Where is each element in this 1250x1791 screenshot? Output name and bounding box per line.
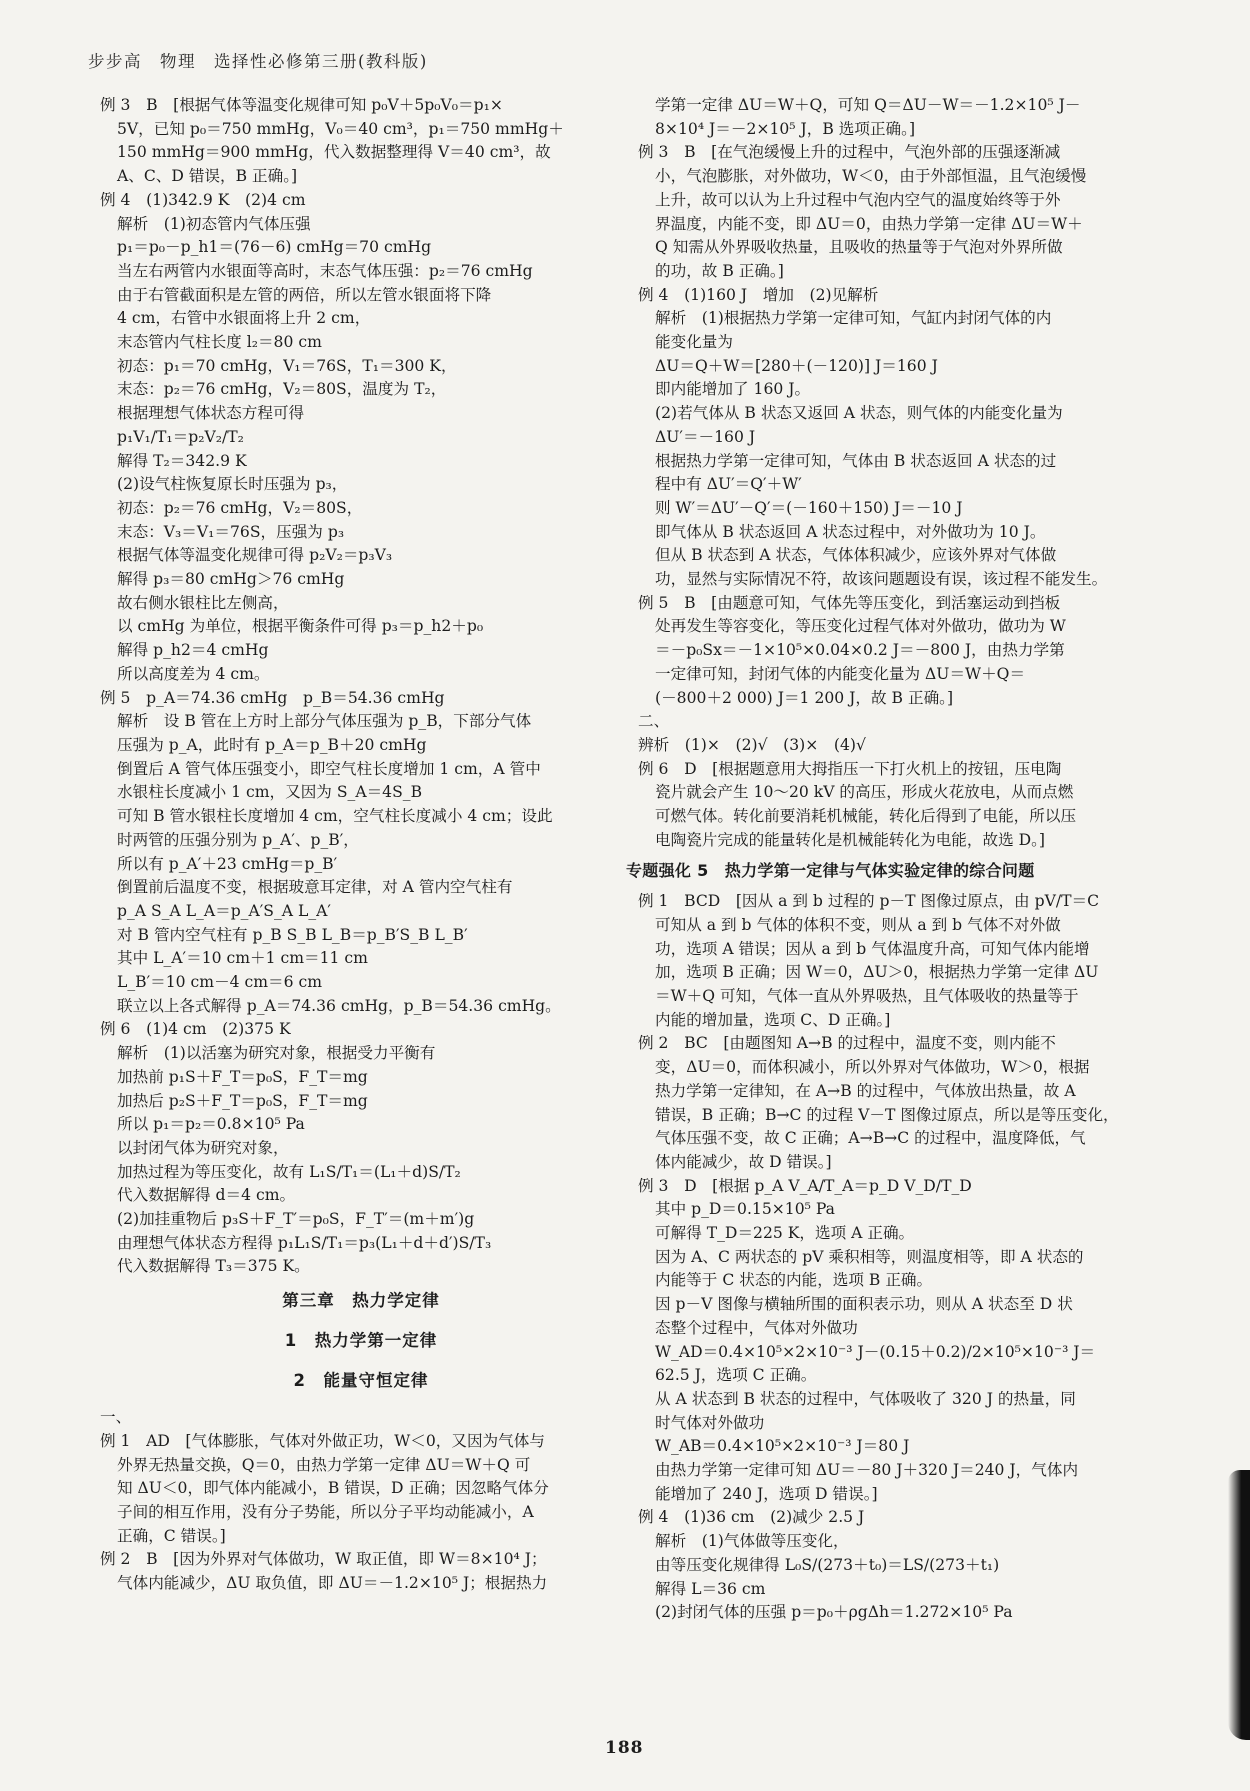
text-line: ΔU′＝－160 J <box>655 427 756 446</box>
text-line: 内能等于 C 状态的内能，选项 B 正确。 <box>655 1271 933 1290</box>
text-line: 因 p－V 图像与横轴所围的面积表示功，则从 A 状态至 D 状 <box>655 1295 1073 1314</box>
text-line: (－800＋2 000) J＝1 200 J，故 B 正确。] <box>655 688 954 707</box>
text-line: 处再发生等容变化，等压变化过程气体对外做功，做功为 W <box>655 617 1066 636</box>
text-line: 的功，故 B 正确。] <box>655 261 784 280</box>
text-line: 水银柱长度减小 1 cm，又因为 S_A＝4S_B <box>117 783 423 802</box>
text-line: 例 1 BCD [因从 a 到 b 过程的 p－T 图像过原点，由 pV/T＝C <box>638 892 1100 911</box>
text-line: 加热过程为等压变化，故有 L₁S/T₁＝(L₁＋d)S/T₂ <box>117 1162 461 1181</box>
text-line: 程中有 ΔU′＝Q′＋W′ <box>655 475 802 494</box>
text-line: 小，气泡膨胀，对外做功，W＜0，由于外部恒温，且气泡缓慢 <box>655 167 1087 186</box>
text-line: 压强为 p_A，此时有 p_A＝p_B＋20 cmHg <box>117 735 427 754</box>
text-line: 态整个过程中，气体对外做功 <box>655 1318 858 1337</box>
text-line: 能增加了 240 J，选项 D 错误。] <box>655 1484 878 1503</box>
text-line: 例 2 BC [由题图知 A→B 的过程中，温度不变，则内能不 <box>638 1034 1056 1053</box>
text-line: W_AB＝0.4×10⁵×2×10⁻³ J＝80 J <box>655 1437 910 1456</box>
text-line: (2)设气柱恢复原长时压强为 p₃， <box>117 475 348 494</box>
text-line: 体内能减少，故 D 错误。] <box>655 1152 832 1171</box>
text-line: 一定律可知，封闭气体的内能变化量为 ΔU＝W＋Q＝ <box>655 664 1026 683</box>
text-line: L_B′＝10 cm－4 cm＝6 cm <box>117 973 323 992</box>
text-line: ΔU＝Q＋W＝[280＋(－120)] J＝160 J <box>655 356 938 375</box>
text-line: 解得 L＝36 cm <box>655 1579 766 1598</box>
text-line: W_AD＝0.4×10⁵×2×10⁻³ J－(0.15＋0.2)/2×10⁵×10⁻³ J＝ <box>655 1342 1096 1361</box>
text-line: 例 4 (1)160 J 增加 (2)见解析 <box>638 285 879 304</box>
text-line: 学第一定律 ΔU＝W＋Q，可知 Q＝ΔU－W＝－1.2×10⁵ J－ <box>655 96 1081 114</box>
text-line: 例 4 (1)342.9 K (2)4 cm <box>100 190 306 209</box>
text-line: 气体内能减少，ΔU 取负值，即 ΔU＝－1.2×10⁵ J；根据热力 <box>117 1574 548 1593</box>
section-1-title: 1 热力学第一定律 <box>284 1330 438 1350</box>
left-column-answers <box>100 94 622 1279</box>
text-line: 加热后 p₂S＋F_T＝p₀S，F_T＝mg <box>117 1091 368 1110</box>
text-line: 其中 p_D＝0.15×10⁵ Pa <box>655 1200 835 1219</box>
text-line: 当左右两管内水银面等高时，末态气体压强：p₂＝76 cmHg <box>117 261 533 280</box>
text-line: 所以高度差为 4 cm。 <box>117 664 270 683</box>
text-line: 解析 (1)气体做等压变化， <box>655 1532 849 1551</box>
right-column-special-answers <box>638 890 1160 1625</box>
page-number: 188 <box>605 1738 644 1758</box>
text-line: 解析 (1)根据热力学第一定律可知，气缸内封闭气体的内 <box>655 309 1052 328</box>
text-line: 加，选项 B 正确；因 W＝0，ΔU＞0，根据热力学第一定律 ΔU <box>655 963 1099 982</box>
text-line: 末态：p₂＝76 cmHg，V₂＝80S，温度为 T₂， <box>117 380 447 399</box>
text-line: 例 3 D [根据 p_A V_A/T_A＝p_D V_D/T_D <box>638 1176 972 1195</box>
section-2-title: 2 能量守恒定律 <box>293 1370 429 1390</box>
text-line: 加热前 p₁S＋F_T＝p₀S，F_T＝mg <box>117 1067 368 1086</box>
text-line: 例 1 AD [气体膨胀，气体对外做正功，W＜0，又因为气体与 <box>100 1431 545 1450</box>
text-line: 5V，已知 p₀＝750 mmHg，V₀＝40 cm³，p₁＝750 mmHg＋ <box>117 119 564 138</box>
text-line: 8×10⁴ J＝－2×10⁵ J，B 选项正确。] <box>655 119 916 138</box>
text-line: 由于右管截面积是左管的两倍，所以左管水银面将下降 <box>117 285 492 304</box>
text-line: 由理想气体状态方程得 p₁L₁S/T₁＝p₃(L₁＋d＋d′)S/T₃ <box>117 1233 492 1252</box>
text-line: 气体压强不变，故 C 正确；A→B→C 的过程中，温度降低，气 <box>655 1129 1086 1148</box>
text-line: 例 2 B [因为外界对气体做功，W 取正值，即 W＝8×10⁴ J； <box>100 1550 547 1569</box>
text-line: 功，选项 A 错误；因从 a 到 b 气体温度升高，可知气体内能增 <box>655 939 1090 958</box>
right-column <box>626 94 1160 1625</box>
text-line: 内能的增加量，选项 C、D 正确。] <box>655 1010 891 1029</box>
text-line: 可知从 a 到 b 气体的体积不变，则从 a 到 b 气体不对外做 <box>655 915 1061 934</box>
text-line: 例 3 B [根据气体等温变化规律可知 p₀V＋5p₀V₀＝p₁× <box>100 96 503 114</box>
text-line: 以封闭气体为研究对象， <box>117 1138 289 1157</box>
text-line: p₁V₁/T₁＝p₂V₂/T₂ <box>117 427 244 446</box>
text-line: 4 cm，右管中水银面将上升 2 cm， <box>117 309 371 328</box>
text-line: 62.5 J，选项 C 正确。 <box>655 1366 817 1385</box>
page-edge-shadow <box>1228 1470 1250 1740</box>
text-line: 例 5 p_A＝74.36 cmHg p_B＝54.36 cmHg <box>100 688 445 707</box>
text-line: 例 4 (1)36 cm (2)减少 2.5 J <box>638 1508 865 1527</box>
text-line: 热力学第一定律知，在 A→B 的过程中，气体放出热量，故 A <box>655 1081 1076 1100</box>
text-line: 界温度，内能不变，即 ΔU＝0，由热力学第一定律 ΔU＝W＋ <box>655 214 1083 233</box>
text-line: 对 B 管内空气柱有 p_B S_B L_B＝p_B′S_B L_B′ <box>117 925 468 944</box>
text-line: 则 W′＝ΔU′－Q′＝(－160＋150) J＝－10 J <box>655 498 963 517</box>
text-line: 时气体对外做功 <box>655 1413 765 1432</box>
text-line: (2)若气体从 B 状态又返回 A 状态，则气体的内能变化量为 <box>655 404 1063 423</box>
text-line: 根据热力学第一定律可知，气体由 B 状态返回 A 状态的过 <box>655 451 1057 470</box>
text-line: 解析 (1)以活塞为研究对象，根据受力平衡有 <box>117 1044 436 1063</box>
text-line: 二、 <box>638 712 670 731</box>
text-line: 能变化量为 <box>655 333 733 352</box>
text-line: 知 ΔU＜0，即气体内能减小，B 错误，D 正确；因忽略气体分 <box>117 1479 549 1498</box>
text-line: 从 A 状态到 B 状态的过程中，气体吸收了 320 J 的热量，同 <box>655 1389 1076 1408</box>
text-line: 倒置后 A 管气体压强变小，即空气柱长度增加 1 cm，A 管中 <box>117 759 541 778</box>
text-line: 因为 A、C 两状态的 pV 乘积相等，则温度相等，即 A 状态的 <box>655 1247 1084 1266</box>
text-line: 正确，C 错误。] <box>117 1526 226 1545</box>
text-line: 变，ΔU＝0，而体积减小，所以外界对气体做功，W＞0，根据 <box>655 1058 1090 1077</box>
text-line: 由等压变化规律得 L₀S/(273＋t₀)＝LS/(273＋t₁) <box>655 1555 1000 1574</box>
text-line: p₁＝p₀－p_h1＝(76－6) cmHg＝70 cmHg <box>117 238 432 257</box>
text-line: 解析 (1)初态管内气体压强 <box>117 214 311 233</box>
text-line: 解得 p_h2＝4 cmHg <box>117 641 269 660</box>
text-line: 解得 p₃＝80 cmHg＞76 cmHg <box>117 570 345 589</box>
text-line: 倒置前后温度不变，根据玻意耳定律，对 A 管内空气柱有 <box>117 878 513 897</box>
text-line: 末态管内气柱长度 l₂＝80 cm <box>117 333 322 352</box>
text-line: 初态：p₁＝70 cmHg，V₁＝76S，T₁＝300 K， <box>117 356 457 375</box>
page-header: 步步高 物理 选择性必修第三册(教科版) <box>88 52 428 71</box>
text-line: A、C、D 错误，B 正确。] <box>117 167 298 186</box>
special-topic-title: 专题强化 5 热力学第一定律与气体实验定律的综合问题 <box>626 860 1035 880</box>
text-line: 但从 B 状态到 A 状态，气体体积减少，应该外界对气体做 <box>655 546 1057 565</box>
text-line: 例 5 B [由题意可知，气体先等压变化，到活塞运动到挡板 <box>638 593 1061 612</box>
right-column-answers <box>638 94 1160 853</box>
text-line: 子间的相互作用，没有分子势能，所以分子平均动能减小，A <box>117 1503 534 1522</box>
text-line: Q 知需从外界吸收热量，且吸收的热量等于气泡对外界所做 <box>655 238 1063 257</box>
text-line: 即内能增加了 160 J。 <box>655 380 811 399</box>
text-line: (2)加挂重物后 p₃S＋F_T′＝p₀S，F_T′＝(m＋m′)g <box>117 1210 475 1229</box>
text-line: 例 6 D [根据题意用大拇指压一下打火机上的按钮，压电陶 <box>638 759 1062 778</box>
text-line: ＝－p₀Sx＝－1×10⁵×0.04×0.2 J＝－800 J，由热力学第 <box>655 641 1065 660</box>
text-line: 初态：p₂＝76 cmHg，V₂＝80S， <box>117 498 363 517</box>
text-line: 解得 T₂＝342.9 K <box>117 451 247 470</box>
text-line: 可知 B 管水银柱长度增加 4 cm，空气柱长度减小 4 cm；设此 <box>117 807 553 826</box>
text-line: 代入数据解得 T₃＝375 K。 <box>117 1257 310 1276</box>
text-line: 可燃气体。转化前要消耗机械能，转化后得到了电能，所以压 <box>655 807 1077 826</box>
text-line: 所以 p₁＝p₂＝0.8×10⁵ Pa <box>117 1115 305 1134</box>
text-line: 所以有 p_A′＋23 cmHg＝p_B′ <box>117 854 338 873</box>
text-line: 外界无热量交换，Q＝0，由热力学第一定律 ΔU＝W＋Q 可 <box>117 1455 531 1474</box>
text-line: 其中 L_A′＝10 cm＋1 cm＝11 cm <box>117 949 368 968</box>
text-line: 解析 设 B 管在上方时上部分气体压强为 p_B，下部分气体 <box>117 712 532 731</box>
text-line: 一、 <box>100 1408 132 1427</box>
text-line: 例 6 (1)4 cm (2)375 K <box>100 1020 291 1039</box>
text-line: 以 cmHg 为单位，根据平衡条件可得 p₃＝p_h2＋p₀ <box>117 617 484 636</box>
chapter-title: 第三章 热力学定律 <box>282 1291 440 1311</box>
text-line: 可解得 T_D＝225 K，选项 A 正确。 <box>655 1224 915 1243</box>
text-line: 上升，故可以认为上升过程中气泡内空气的温度始终等于外 <box>655 190 1061 209</box>
text-line: ＝W＋Q 可知，气体一直从外界吸热，且气体吸收的热量等于 <box>655 987 1079 1006</box>
text-line: 代入数据解得 d＝4 cm。 <box>117 1186 296 1205</box>
text-line: 末态：V₃＝V₁＝76S，压强为 p₃ <box>117 522 345 541</box>
text-line: 根据气体等温变化规律可得 p₂V₂＝p₃V₃ <box>117 546 393 565</box>
text-line: 150 mmHg＝900 mmHg，代入数据整理得 V＝40 cm³，故 <box>117 143 551 162</box>
text-line: 功，显然与实际情况不符，故该问题题设有误，该过程不能发生。 <box>655 570 1108 589</box>
text-line: 错误，B 正确；B→C 的过程 V－T 图像过原点，所以是等压变化， <box>655 1105 1119 1124</box>
text-line: 根据理想气体状态方程可得 <box>117 404 305 423</box>
text-line: 例 3 B [在气泡缓慢上升的过程中，气泡外部的压强逐渐减 <box>638 143 1061 162</box>
text-line: p_A S_A L_A＝p_A′S_A L_A′ <box>117 901 331 920</box>
text-line: 故右侧水银柱比左侧高， <box>117 593 289 612</box>
text-line: 辨析 (1)× (2)√ (3)× (4)√ <box>638 735 866 754</box>
text-line: 电陶瓷片完成的能量转化是机械能转化为电能，故选 D。] <box>655 830 1045 849</box>
text-line: (2)封闭气体的压强 p＝p₀＋ρgΔh＝1.272×10⁵ Pa <box>655 1603 1013 1622</box>
text-line: 时两管的压强分别为 p_A′、p_B′， <box>117 830 359 849</box>
left-column <box>100 94 622 1596</box>
text-line: 即气体从 B 状态返回 A 状态过程中，对外做功为 10 J。 <box>655 522 1046 541</box>
text-line: 由热力学第一定律可知 ΔU＝－80 J＋320 J＝240 J，气体内 <box>655 1461 1079 1480</box>
text-line: 联立以上各式解得 p_A＝74.36 cmHg，p_B＝54.36 cmHg。 <box>117 996 561 1015</box>
left-column-section-answers <box>100 1406 622 1596</box>
text-line: 瓷片就会产生 10～20 kV 的高压，形成火花放电，从而点燃 <box>655 783 1074 802</box>
